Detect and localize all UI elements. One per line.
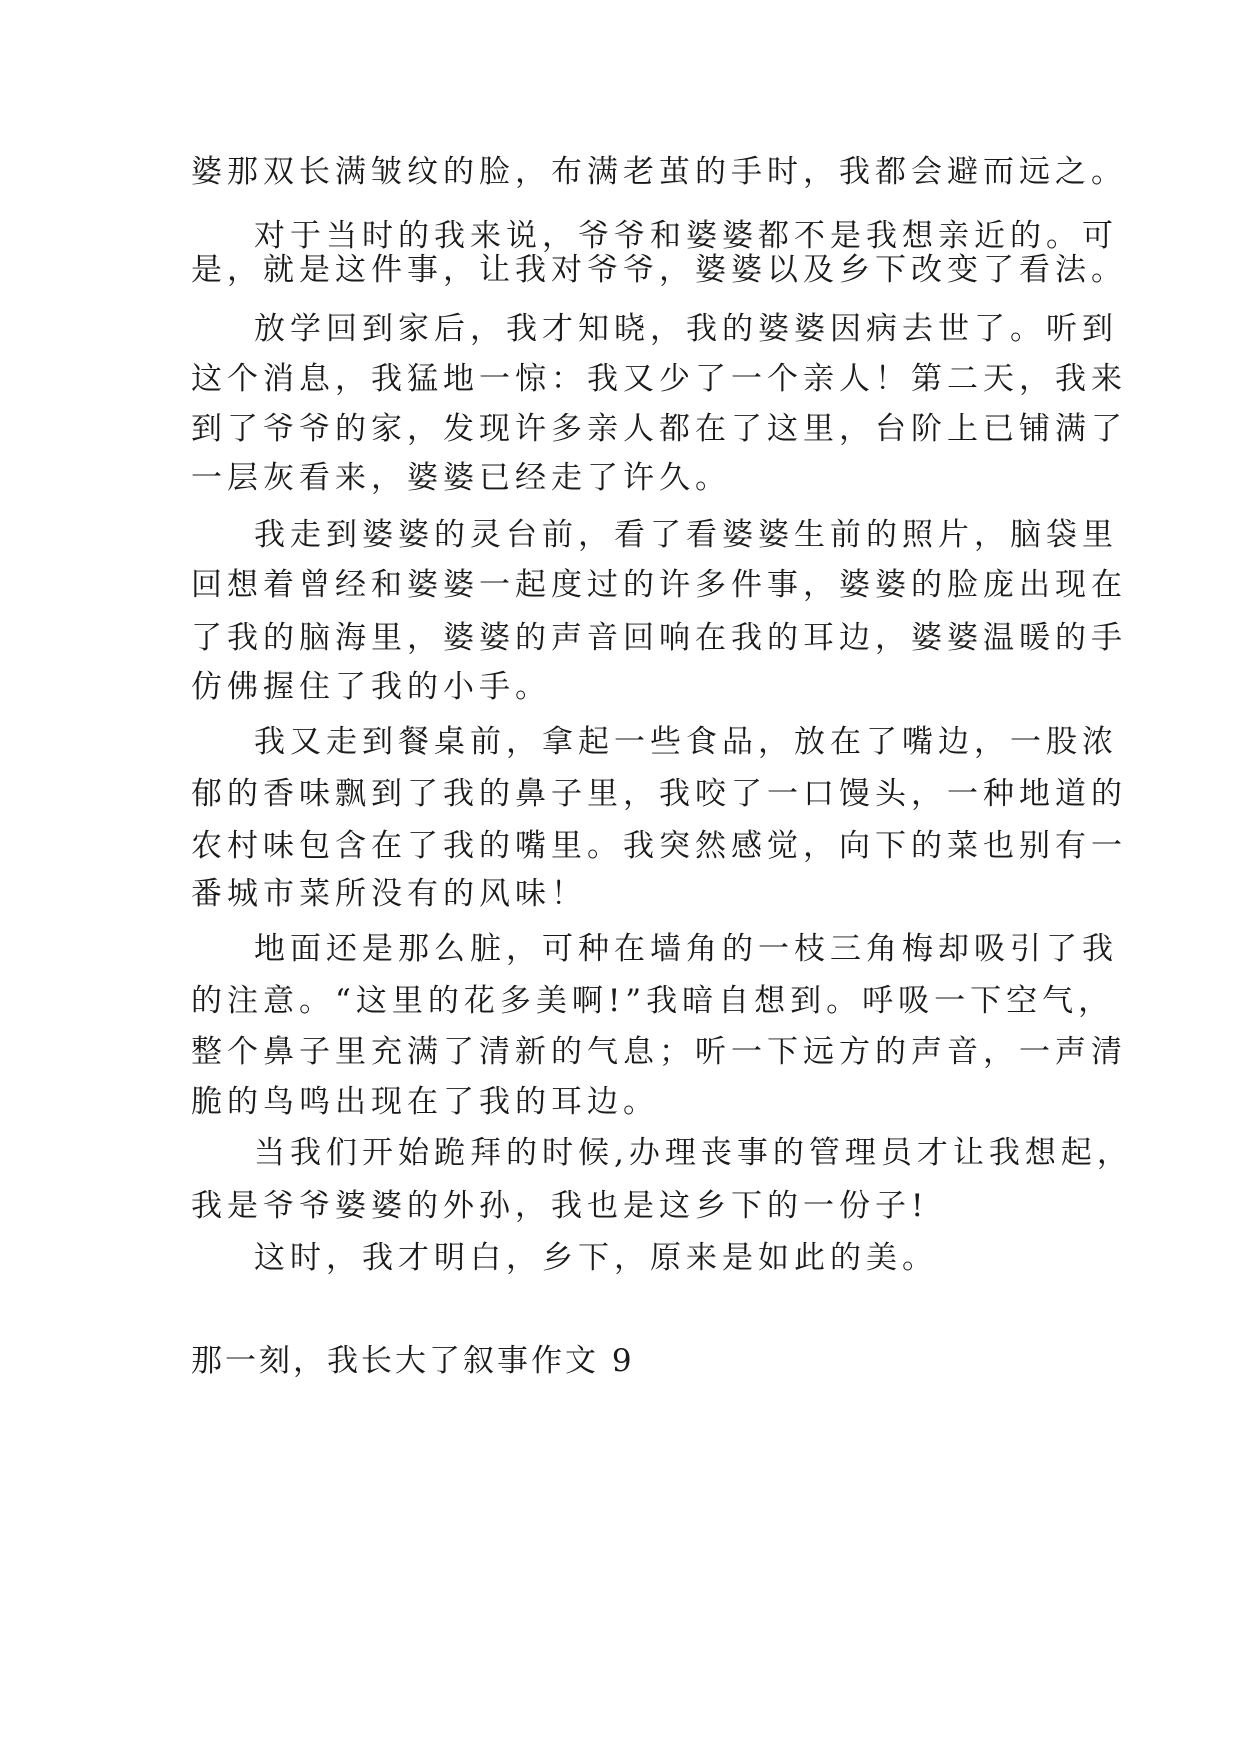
text-line: 仿佛握住了我的小手。	[191, 669, 551, 705]
text-line: 这个消息，我猛地一惊：我又少了一个亲人！第二天，我来	[191, 361, 1127, 397]
text-line: 农村味包含在了我的嘴里。我突然感觉，向下的菜也别有一	[191, 828, 1127, 864]
paragraph-start-line: 对于当时的我来说，爷爷和婆婆都不是我想亲近的。可	[254, 218, 1118, 254]
text-line: 是，就是这件事，让我对爷爷，婆婆以及乡下改变了看法。	[191, 252, 1127, 288]
text-line: 脆的鸟鸣出现在了我的耳边。	[191, 1084, 659, 1120]
text-line: 整个鼻子里充满了清新的气息；听一下远方的声音，一声清	[191, 1034, 1127, 1070]
paragraph-start-line: 我走到婆婆的灵台前，看了看婆婆生前的照片，脑袋里	[254, 517, 1118, 553]
text-line: 一层灰看来，婆婆已经走了许久。	[191, 460, 731, 496]
paragraph-start-line: 这时，我才明白，乡下，原来是如此的美。	[254, 1240, 938, 1276]
text-line: 了我的脑海里，婆婆的声音回响在我的耳边，婆婆温暖的手	[191, 620, 1127, 656]
text-line: 郁的香味飘到了我的鼻子里，我咬了一口馒头，一种地道的	[191, 776, 1127, 812]
text-line: 到了爷爷的家，发现许多亲人都在了这里，台阶上已铺满了	[191, 411, 1127, 447]
paragraph-start-line: 放学回到家后，我才知晓，我的婆婆因病去世了。听到	[254, 311, 1118, 347]
paragraph-start-line: 地面还是那么脏，可种在墙角的一枝三角梅却吸引了我	[254, 931, 1118, 967]
section-heading: 那一刻，我长大了叙事作文 9	[191, 1343, 635, 1379]
text-line: 番城市菜所没有的风味！	[191, 876, 587, 912]
paragraph-start-line: 当我们开始跪拜的时候,办理丧事的管理员才让我想起，	[254, 1135, 1133, 1171]
text-line: 回想着曾经和婆婆一起度过的许多件事，婆婆的脸庞出现在	[191, 567, 1127, 603]
paragraph-start-line: 我又走到餐桌前，拿起一些食品，放在了嘴边，一股浓	[254, 724, 1118, 760]
text-line: 我是爷爷婆婆的外孙，我也是这乡下的一份子!	[191, 1188, 929, 1224]
text-line: 的注意。“这里的花多美啊!”我暗自想到。呼吸一下空气，	[191, 983, 1115, 1019]
text-line: 婆那双长满皱纹的脸，布满老茧的手时，我都会避而远之。	[191, 154, 1127, 190]
